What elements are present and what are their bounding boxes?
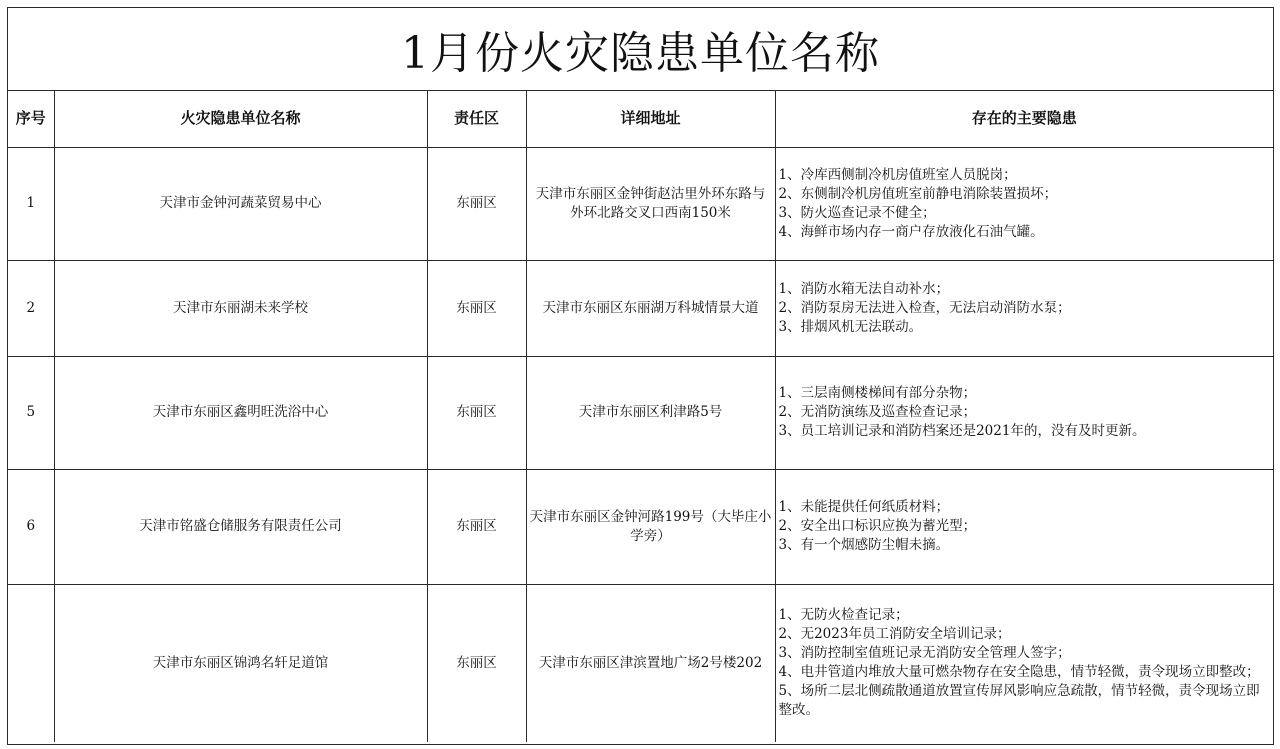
row-index — [8, 584, 54, 742]
issue-item: 4、电井管道内堆放大量可燃杂物存在安全隐患，情节轻微，责令现场立即整改； — [778, 664, 1260, 681]
row-unit-name: 天津市铭盛仓储服务有限责任公司 — [54, 469, 427, 584]
issue-item: 2、东侧制冷机房值班室前静电消除装置损坏； — [778, 185, 1058, 202]
row-index: 5 — [8, 356, 54, 469]
row-unit-name: 天津市东丽湖未来学校 — [54, 260, 427, 356]
table-row — [8, 469, 1273, 584]
row-unit-name: 天津市东丽区鑫明旺洗浴中心 — [54, 356, 427, 469]
issue-item: 3、排烟风机无法联动。 — [778, 318, 923, 335]
row-district: 东丽区 — [427, 260, 526, 356]
issue-item: 1、未能提供任何纸质材料； — [778, 499, 950, 515]
header-address: 详细地址 — [526, 91, 775, 147]
row-address: 天津市东丽区金钟河路199号（大毕庄小学旁） — [526, 469, 775, 584]
issue-item: 3、有一个烟感防尘帽未摘。 — [778, 537, 950, 553]
hazard-table — [8, 91, 1273, 742]
row-unit-name: 天津市东丽区锦鸿名轩足道馆 — [54, 584, 427, 742]
header-issues: 存在的主要隐患 — [775, 91, 1273, 147]
row-district: 东丽区 — [427, 356, 526, 469]
hazard-sheet — [7, 7, 1274, 745]
header-unit-name: 火灾隐患单位名称 — [54, 91, 427, 147]
row-issues — [775, 356, 1273, 469]
row-address: 天津市东丽区津滨置地广场2号楼202 — [526, 584, 775, 742]
issue-item: 5、场所二层北侧疏散通道放置宣传屏风影响应急疏散，情节轻微，责令现场立即整改。 — [778, 683, 1260, 719]
issue-item: 1、消防水箱无法自动补水； — [778, 280, 950, 297]
issue-item: 2、安全出口标识应换为蓄光型； — [778, 518, 977, 534]
header-row — [8, 91, 1273, 147]
issue-item: 2、无2023年员工消防安全培训记录； — [778, 626, 1011, 643]
issue-item: 1、冷库西侧制冷机房值班室人员脱岗； — [778, 166, 1017, 183]
row-issues — [775, 147, 1273, 260]
row-index: 1 — [8, 147, 54, 260]
row-index: 2 — [8, 260, 54, 356]
issue-item: 3、员工培训记录和消防档案还是2021年的，没有及时更新。 — [778, 423, 1146, 439]
row-issues — [775, 260, 1273, 356]
row-unit-name: 天津市金钟河蔬菜贸易中心 — [54, 147, 427, 260]
row-issues — [775, 469, 1273, 584]
page-title: 1月份火灾隐患单位名称 — [8, 8, 1273, 91]
issue-item: 1、三层南侧楼梯间有部分杂物； — [778, 385, 977, 401]
table-row — [8, 584, 1273, 742]
issue-item: 3、防火巡查记录不健全； — [778, 204, 936, 221]
row-address: 天津市东丽区利津路5号 — [526, 356, 775, 469]
row-issues — [775, 584, 1273, 742]
header-index: 序号 — [8, 91, 54, 147]
row-address: 天津市东丽区东丽湖万科城情景大道 — [526, 260, 775, 356]
row-district: 东丽区 — [427, 584, 526, 742]
row-district: 东丽区 — [427, 469, 526, 584]
header-district: 责任区 — [427, 91, 526, 147]
issue-item: 4、海鲜市场内存一商户存放液化石油气罐。 — [778, 223, 1044, 240]
issue-item: 2、无消防演练及巡查检查记录； — [778, 404, 977, 420]
table-row — [8, 260, 1273, 356]
row-index: 6 — [8, 469, 54, 584]
row-district: 东丽区 — [427, 147, 526, 260]
issue-item: 1、无防火检查记录； — [778, 607, 909, 624]
table-row — [8, 356, 1273, 469]
table-row — [8, 147, 1273, 260]
issue-item: 3、消防控制室值班记录无消防安全管理人签字； — [778, 645, 1071, 662]
row-address: 天津市东丽区金钟街赵沽里外环东路与外环北路交叉口西南150米 — [526, 147, 775, 260]
issue-item: 2、消防泵房无法进入检查，无法启动消防水泵； — [778, 299, 1071, 316]
